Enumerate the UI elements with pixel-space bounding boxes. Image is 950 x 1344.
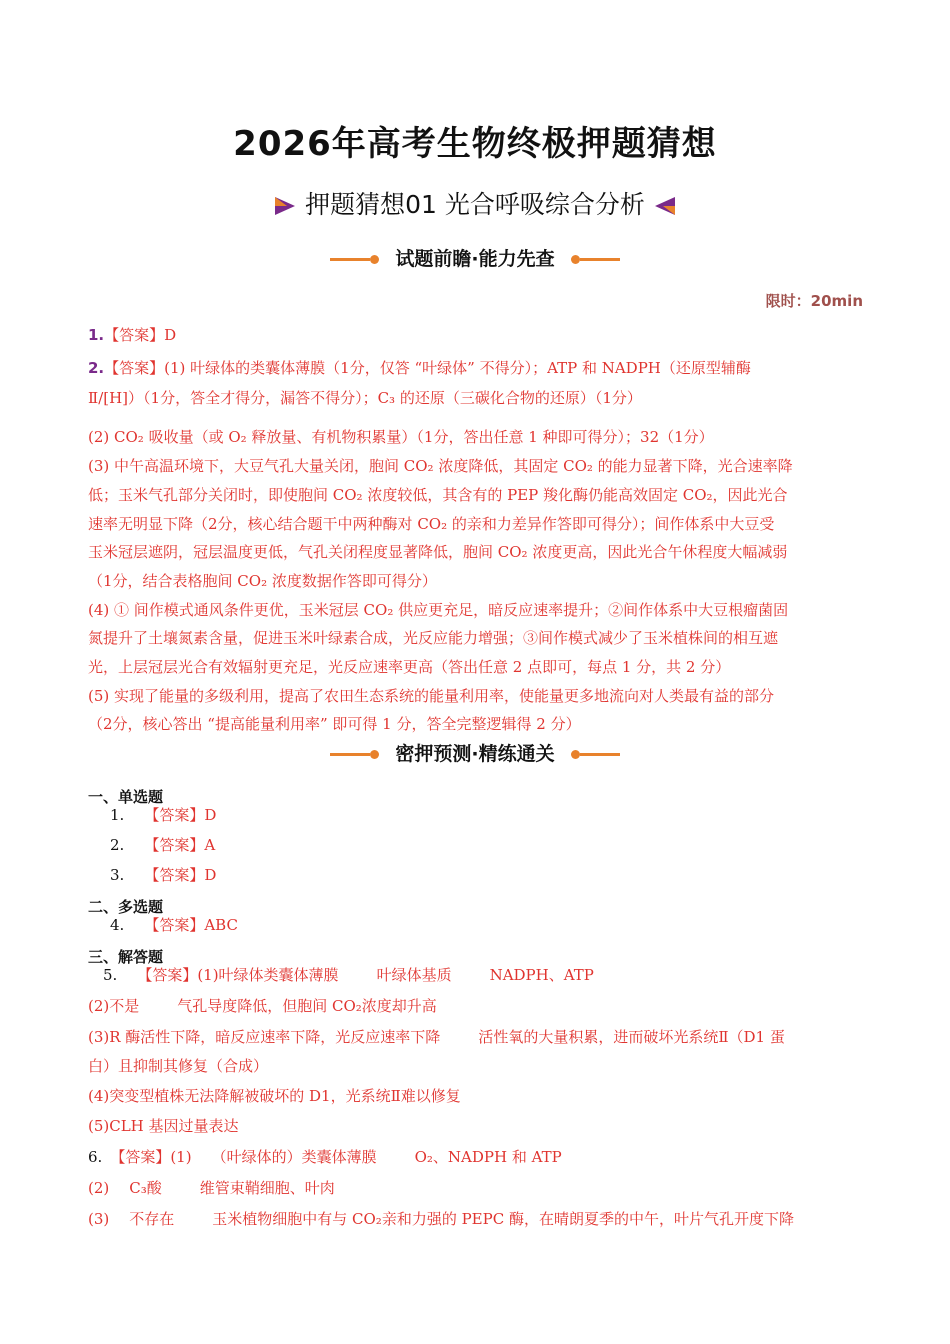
answer-text: 【答案】(1)	[110, 1148, 192, 1166]
divider	[330, 753, 370, 756]
answer-line	[103, 965, 594, 985]
dot	[370, 750, 379, 759]
answer-text: (2)	[88, 1179, 110, 1197]
answer-text: 叶绿体基质	[376, 966, 452, 984]
question-number: 1.	[110, 806, 125, 824]
section-header-preview	[0, 244, 950, 271]
answer-line: (4)突变型植株无法降解被破坏的 D1，光系统Ⅱ难以修复	[88, 1087, 461, 1105]
answer-text: 不存在	[129, 1210, 175, 1228]
answer-line	[88, 1027, 785, 1047]
page-title: 2026年高考生物终极押题猜想	[233, 124, 717, 164]
dot	[370, 255, 379, 264]
answer-text: 【答案】(1) 叶绿体的类囊体薄膜（1分，仅答 “叶绿体” 不得分）；ATP 和 NADPH（还原型辅酶	[104, 359, 751, 377]
answer-text: C₃酸	[129, 1179, 162, 1197]
answer-line: 速率无明显下降（2分，核心结合题干中两种酶对 CO₂ 的亲和力差异作答即可得分）；间作体系中大豆受	[88, 515, 775, 533]
answer-text: （叶绿体的）类囊体薄膜	[211, 1148, 377, 1166]
answer-text: 【答案】D	[144, 806, 217, 824]
answer-line: （1分，结合表格胞间 CO₂ 浓度数据作答即可得分）	[88, 572, 437, 590]
answer-line: (5)CLH 基因过量表达	[88, 1117, 239, 1135]
question-number: 6.	[88, 1148, 103, 1166]
divider	[580, 258, 620, 261]
answer-line: （2分，核心答出 “提高能量利用率” 即可得 1 分，答全完整逻辑得 2 分）	[88, 715, 581, 733]
question-number: 5.	[103, 966, 118, 984]
dot	[571, 750, 580, 759]
answer-line: (5) 实现了能量的多级利用，提高了农田生态系统的能量利用率，使能量更多地流向对人类最有益的部分	[88, 687, 775, 705]
answer-line	[88, 996, 437, 1016]
answer-line: 白）且抑制其修复（合成）	[88, 1057, 269, 1075]
answer-line: 玉米冠层遮阴，冠层温度更低，气孔关闭程度显著降低，胞间 CO₂ 浓度更高，因此光合午休程度大幅减弱	[88, 543, 788, 561]
answer-line: (4) ① 间作模式通风条件更优，玉米冠层 CO₂ 供应更充足，暗反应速率提升；②间作体系中大豆根瘤菌固	[88, 601, 789, 619]
answer-line: Ⅱ/[H]）（1分，答全才得分，漏答不得分）；C₃ 的还原（三碳化合物的还原）（1分）	[88, 389, 642, 407]
answer-line	[88, 1209, 794, 1229]
answer-text: (3)	[88, 1210, 110, 1228]
time-limit: 限时：20min	[765, 292, 863, 310]
answer-text: (2)不是	[88, 997, 140, 1015]
answer-text: 【答案】(1)叶绿体类囊体薄膜	[137, 966, 339, 984]
category-heading: 三、解答题	[88, 948, 164, 966]
answer-text: O₂、NADPH 和 ATP	[414, 1148, 562, 1166]
answer-text: (3)R 酶活性下降，暗反应速率下降，光反应速率下降	[88, 1028, 441, 1046]
question-number: 3.	[110, 866, 125, 884]
dot	[571, 255, 580, 264]
answer-text: 【答案】D	[104, 326, 177, 344]
answer-line: 氮提升了土壤氮素含量，促进玉米叶绿素合成，光反应能力增强；③间作模式减少了玉米植株间的相互遮	[88, 629, 779, 647]
page-subtitle	[0, 185, 950, 221]
answer-text: 玉米植物细胞中有与 CO₂亲和力强的 PEPC 酶，在晴朗夏季的中午，叶片气孔开度下降	[212, 1210, 794, 1228]
question-number: 2.	[88, 359, 105, 377]
answer-line: (3) 中午高温环境下，大豆气孔大量关闭，胞间 CO₂ 浓度降低，其固定 CO₂ 的能力显著下降，光合速率降	[88, 457, 793, 475]
answer-text: 气孔导度降低，但胞间 CO₂浓度却升高	[177, 997, 437, 1015]
answer-line	[110, 835, 215, 855]
answer-line	[110, 865, 216, 885]
answer-line	[110, 805, 216, 825]
question-number: 1.	[88, 326, 105, 344]
section-title: 试题前瞻·能力先查	[395, 248, 555, 270]
divider	[580, 753, 620, 756]
answer-line: 光，上层冠层光合有效辐射更充足，光反应速率更高（答出任意 2 点即可，每点 1 分，共 2 分）	[88, 658, 731, 676]
answer-line	[88, 358, 751, 378]
question-number: 2.	[110, 836, 125, 854]
category-heading: 二、多选题	[88, 898, 164, 916]
answer-line	[88, 325, 176, 345]
right-arrow-icon	[273, 195, 297, 217]
answer-text: 活性氧的大量积累，进而破坏光系统Ⅱ（D1 蛋	[478, 1028, 785, 1046]
answer-line: 低；玉米气孔部分关闭时，即使胞间 CO₂ 浓度较低，其含有的 PEP 羧化酶仍能高效固定 CO₂，因此光合	[88, 486, 788, 504]
category-heading: 一、单选题	[88, 788, 164, 806]
answer-text: 【答案】ABC	[144, 916, 238, 934]
answer-text: NADPH、ATP	[489, 966, 594, 984]
answer-line	[110, 915, 238, 935]
divider	[330, 258, 370, 261]
answer-line: (2) CO₂ 吸收量（或 O₂ 释放量、有机物积累量）（1分，答出任意 1 种即可得分）；32（1分）	[88, 428, 714, 446]
section-header-practice	[0, 739, 950, 766]
question-number: 4.	[110, 916, 125, 934]
subtitle-text: 押题猜想01 光合呼吸综合分析	[305, 190, 645, 219]
answer-line	[88, 1178, 335, 1198]
section-title: 密押预测·精练通关	[395, 743, 555, 765]
answer-text: 维管束鞘细胞、叶肉	[199, 1179, 335, 1197]
left-arrow-icon	[653, 195, 677, 217]
answer-line	[88, 1147, 562, 1167]
answer-text: 【答案】A	[144, 836, 216, 854]
answer-text: 【答案】D	[144, 866, 217, 884]
